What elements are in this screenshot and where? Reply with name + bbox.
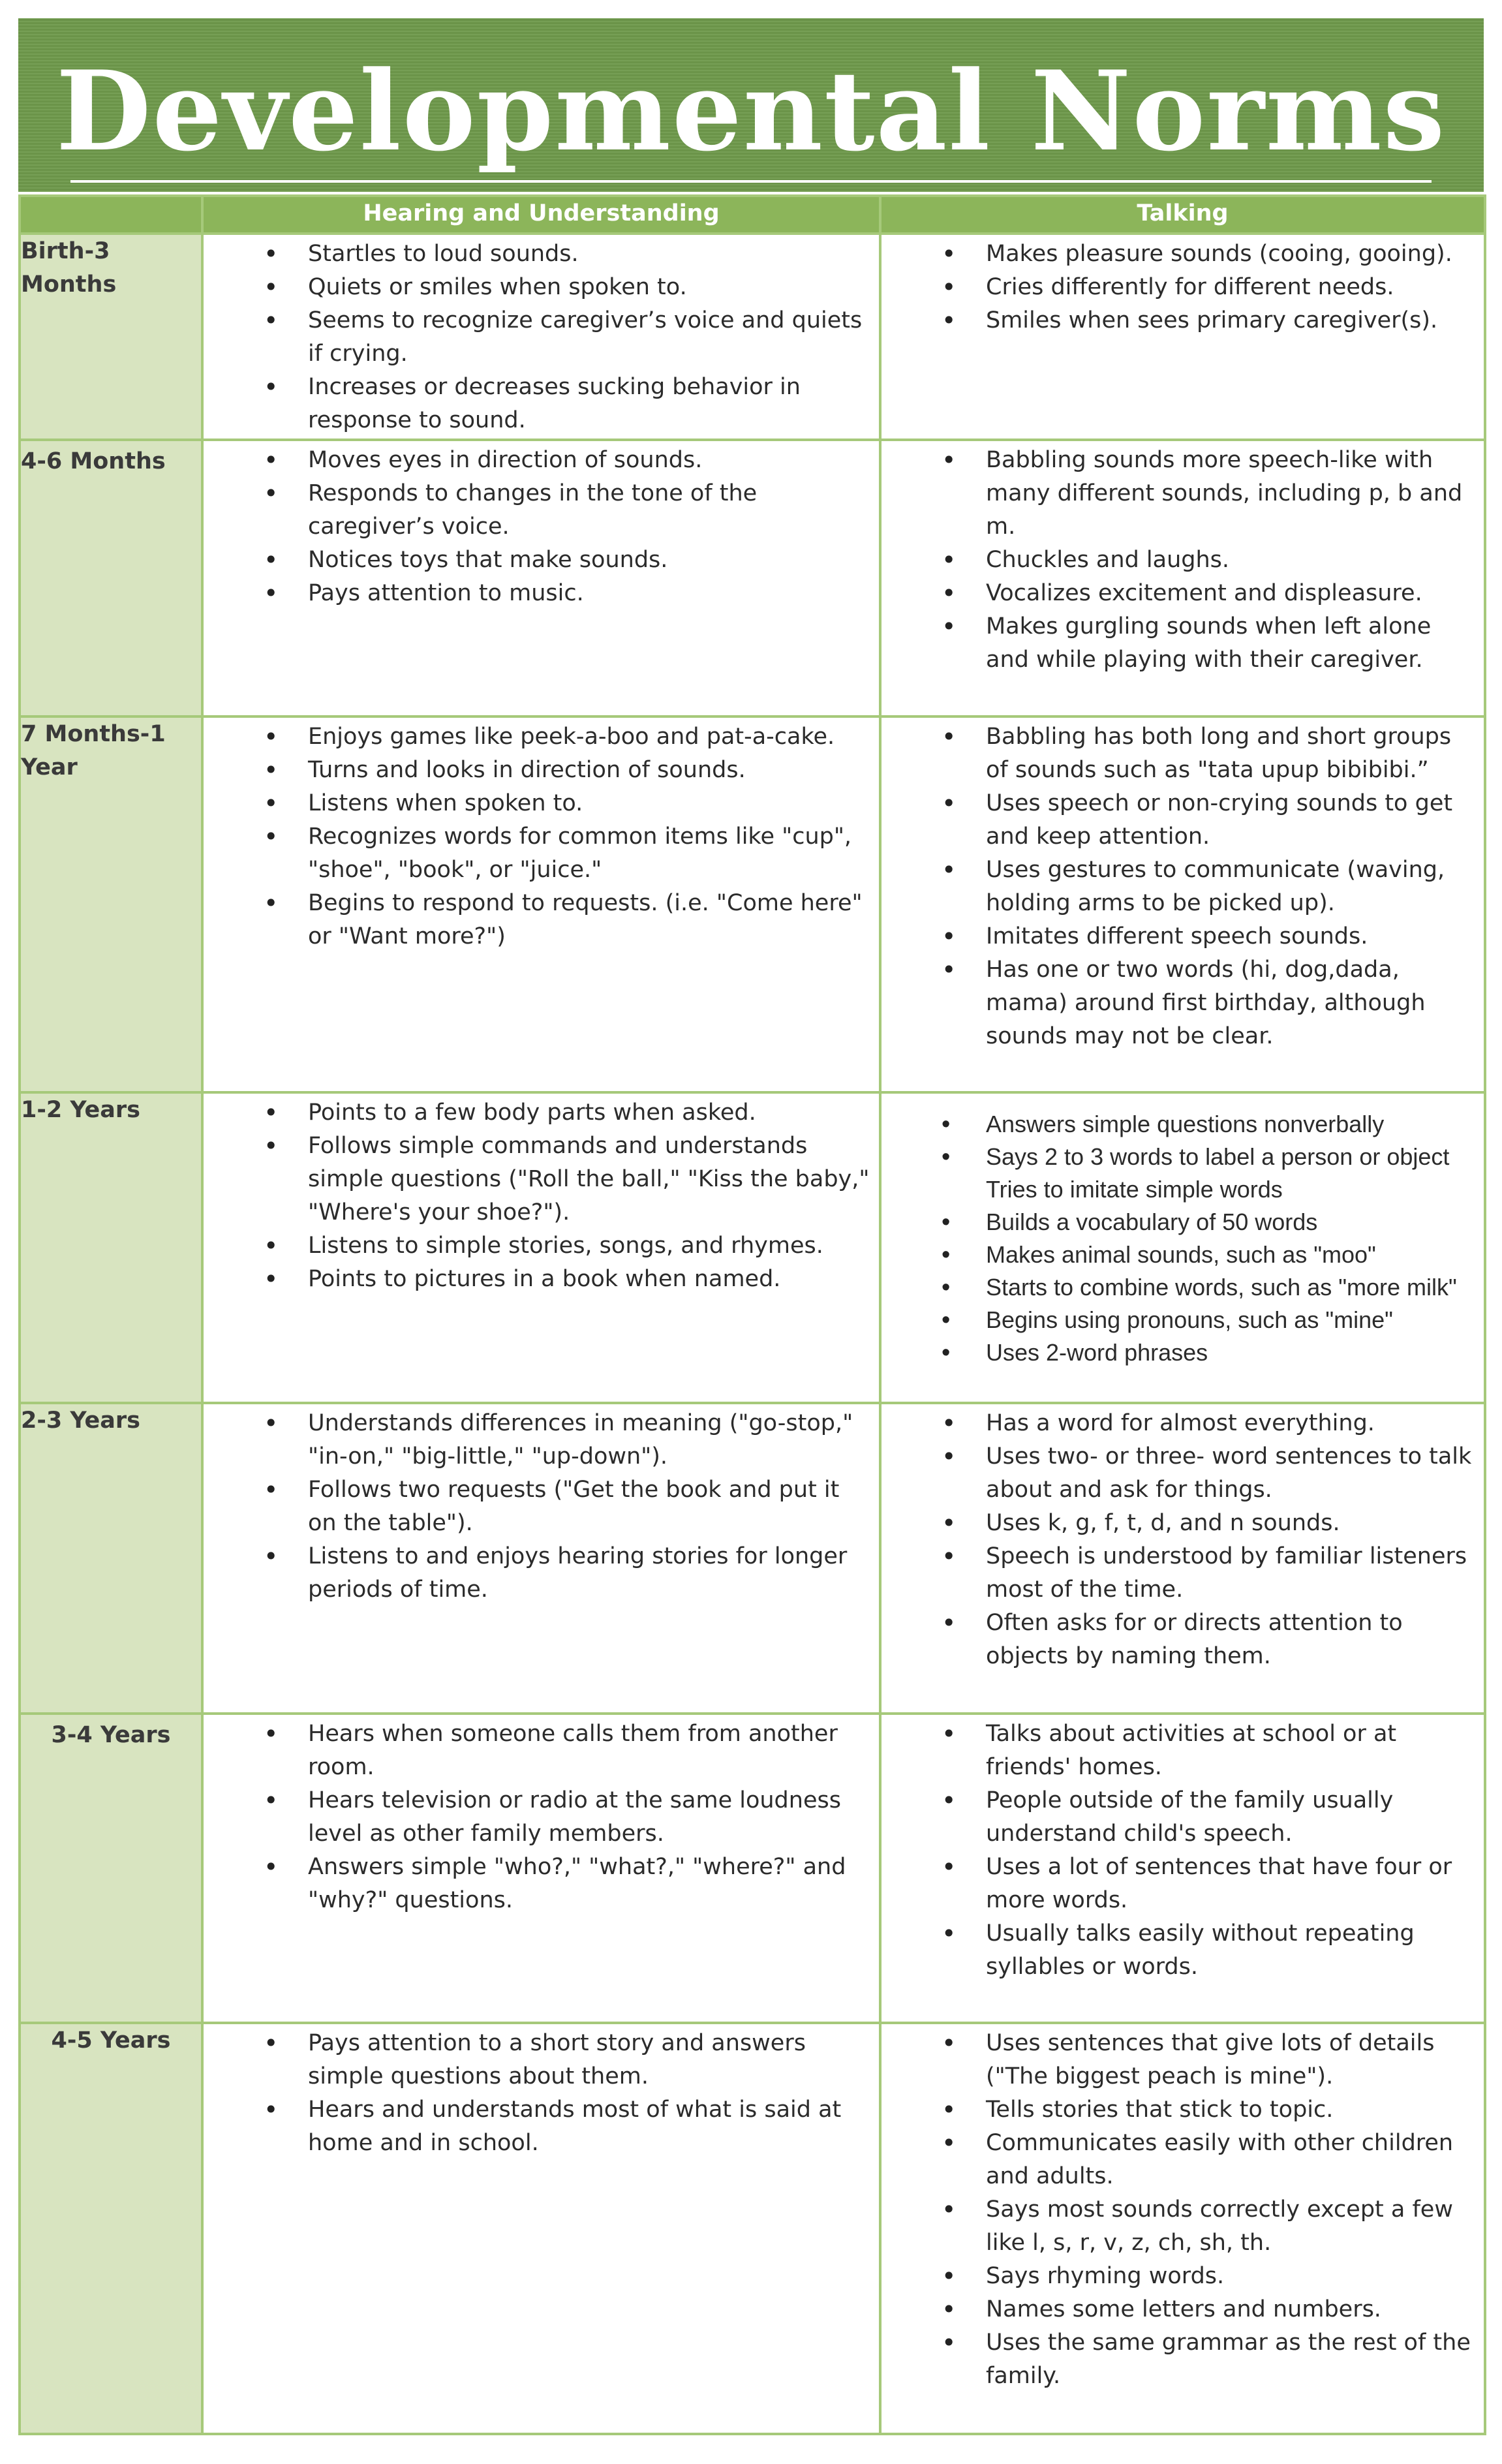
age-cell [20, 2023, 202, 2434]
list-item: • Starts to combine words, such as "more milk" [986, 1271, 1476, 1304]
list-item: • Quiets or smiles when spoken to. [308, 271, 871, 304]
list-item: • Listens to and enjoys hearing stories for longer periods of time. [308, 1540, 871, 1607]
age-cell [20, 440, 202, 716]
hearing-cell [202, 2023, 880, 2434]
age-label: 3-4 Years [51, 1722, 171, 1748]
list-item: • Increases or decreases sucking behavior in response to sound. [308, 371, 871, 437]
list-item: • Makes gurgling sounds when left alone and while playing with their caregiver. [986, 610, 1476, 677]
list-item: • Usually talks easily without repeating syllables or words. [986, 1917, 1476, 1984]
list-item: • Points to a few body parts when asked. [308, 1096, 871, 1130]
table-row [20, 234, 1485, 440]
list-item: • Pays attention to a short story and answers simple questions about them. [308, 2027, 871, 2093]
list-item: • Uses a lot of sentences that have four or more words. [986, 1851, 1476, 1917]
list-item: • Talks about activities at school or at friends' homes. [986, 1717, 1476, 1784]
list-item: • Begins using pronouns, such as "mine" [986, 1304, 1476, 1336]
header-talking: Talking [880, 196, 1485, 234]
list-item: • Uses sentences that give lots of details ("The biggest peach is mine"). [986, 2027, 1476, 2093]
list-item: • People outside of the family usually understand child's speech. [986, 1784, 1476, 1851]
age-label: Birth-3 Months [21, 238, 117, 298]
age-cell [20, 716, 202, 1092]
list-item: • Communicates easily with other children and adults. [986, 2127, 1476, 2193]
hearing-cell [202, 1714, 880, 2023]
table-row [20, 1714, 1485, 2023]
age-cell [20, 1092, 202, 1403]
list-item: • Makes pleasure sounds (cooing, gooing). [986, 238, 1476, 271]
list-item: • Notices toys that make sounds. [308, 544, 871, 577]
list-item: • Hears and understands most of what is said at home and in school. [308, 2093, 871, 2160]
list-item: • Cries differently for different needs. [986, 271, 1476, 304]
list-item: • Enjoys games like peek-a-boo and pat-a-cake. [308, 720, 871, 754]
talking-cell [880, 2023, 1485, 2434]
list-item: • Follows simple commands and understands simple questions ("Roll the ball," "Kiss the baby," "Where's your shoe?"). [308, 1130, 871, 1229]
hearing-cell [202, 234, 880, 440]
list-item: • Uses speech or non-crying sounds to get and keep attention. [986, 787, 1476, 854]
list-item: • Uses 2-word phrases [986, 1336, 1476, 1369]
age-label: 7 Months-1 Year [21, 721, 166, 780]
age-label: 4-5 Years [51, 2027, 171, 2054]
list-item: • Moves eyes in direction of sounds. [308, 444, 871, 477]
age-label: 2-3 Years [21, 1408, 140, 1434]
list-item: • Says 2 to 3 words to label a person or object [986, 1141, 1476, 1173]
title-underline [70, 180, 1432, 183]
list-item: • Tells stories that stick to topic. [986, 2093, 1476, 2127]
list-item: • Chuckles and laughs. [986, 544, 1476, 577]
table-row [20, 1403, 1485, 1714]
list-item: • Listens to simple stories, songs, and rhymes. [308, 1229, 871, 1263]
list-item: • Seems to recognize caregiver’s voice and quiets if crying. [308, 304, 871, 371]
list-item: • Has a word for almost everything. [986, 1407, 1476, 1440]
age-cell [20, 1714, 202, 2023]
list-item: • Uses two- or three- word sentences to talk about and ask for things. [986, 1440, 1476, 1507]
talking-cell [880, 1714, 1485, 2023]
table-row [20, 1092, 1485, 1403]
talking-cell [880, 1092, 1485, 1403]
table-header-row [20, 196, 1485, 234]
title-banner [18, 18, 1484, 192]
list-item: Tries to imitate simple words [986, 1176, 1283, 1203]
list-item: • Says most sounds correctly except a few like l, s, r, v, z, ch, sh, th. [986, 2193, 1476, 2260]
list-item: • Speech is understood by familiar listeners most of the time. [986, 1540, 1476, 1607]
list-item: • Imitates different speech sounds. [986, 920, 1476, 953]
hearing-cell [202, 1403, 880, 1714]
list-item: • Listens when spoken to. [308, 787, 871, 820]
norms-table [18, 194, 1486, 2435]
list-item: • Hears television or radio at the same loudness level as other family members. [308, 1784, 871, 1851]
list-item: • Recognizes words for common items like "cup", "shoe", "book", or "juice." [308, 820, 871, 887]
list-item: • Says rhyming words. [986, 2260, 1476, 2293]
list-item: • Answers simple questions nonverbally [986, 1108, 1476, 1141]
list-item: • Babbling sounds more speech-like with many different sounds, including p, b and m. [986, 444, 1476, 544]
table-row [20, 440, 1485, 716]
age-cell [20, 234, 202, 440]
list-item: • Babbling has both long and short groups of sounds such as "tata upup bibibibi.” [986, 720, 1476, 787]
age-label: 4-6 Months [21, 448, 166, 474]
list-item: • Smiles when sees primary caregiver(s). [986, 304, 1476, 337]
list-item: • Names some letters and numbers. [986, 2293, 1476, 2326]
list-item: • Begins to respond to requests. (i.e. "Come here" or "Want more?") [308, 887, 871, 953]
hearing-cell [202, 1092, 880, 1403]
table-row [20, 716, 1485, 1092]
hearing-cell [202, 716, 880, 1092]
list-item: • Has one or two words (hi, dog,dada, mama) around first birthday, although sounds may not be clear. [986, 953, 1476, 1053]
list-item: • Builds a vocabulary of 50 words [986, 1206, 1476, 1239]
list-item: • Understands differences in meaning ("go-stop," "in-on," "big-little," "up-down"). [308, 1407, 871, 1473]
table-row [20, 2023, 1485, 2434]
list-item: • Follows two requests ("Get the book and put it on the table"). [308, 1473, 871, 1540]
talking-cell [880, 1403, 1485, 1714]
hearing-cell [202, 440, 880, 716]
list-item: • Often asks for or directs attention to objects by naming them. [986, 1607, 1476, 1673]
page-title: Developmental Norms [55, 46, 1447, 176]
age-label: 1-2 Years [21, 1097, 140, 1123]
list-item: • Uses gestures to communicate (waving, holding arms to be picked up). [986, 854, 1476, 920]
list-item: • Points to pictures in a book when named. [308, 1263, 871, 1296]
list-item: • Hears when someone calls them from another room. [308, 1717, 871, 1784]
list-item: • Responds to changes in the tone of the caregiver’s voice. [308, 477, 871, 544]
age-cell [20, 1403, 202, 1714]
list-item: • Startles to loud sounds. [308, 238, 871, 271]
list-item: • Uses the same grammar as the rest of the family. [986, 2326, 1476, 2393]
talking-cell [880, 440, 1485, 716]
list-item: • Pays attention to music. [308, 577, 871, 610]
list-item: • Makes animal sounds, such as "moo" [986, 1239, 1476, 1271]
list-item: • Uses k, g, f, t, d, and n sounds. [986, 1507, 1476, 1540]
talking-cell [880, 716, 1485, 1092]
list-item: • Turns and looks in direction of sounds. [308, 754, 871, 787]
header-age [20, 196, 202, 234]
list-item: • Vocalizes excitement and displeasure. [986, 577, 1476, 610]
talking-cell [880, 234, 1485, 440]
header-hearing: Hearing and Understanding [202, 196, 880, 234]
list-item: • Answers simple "who?," "what?," "where?" and "why?" questions. [308, 1851, 871, 1917]
